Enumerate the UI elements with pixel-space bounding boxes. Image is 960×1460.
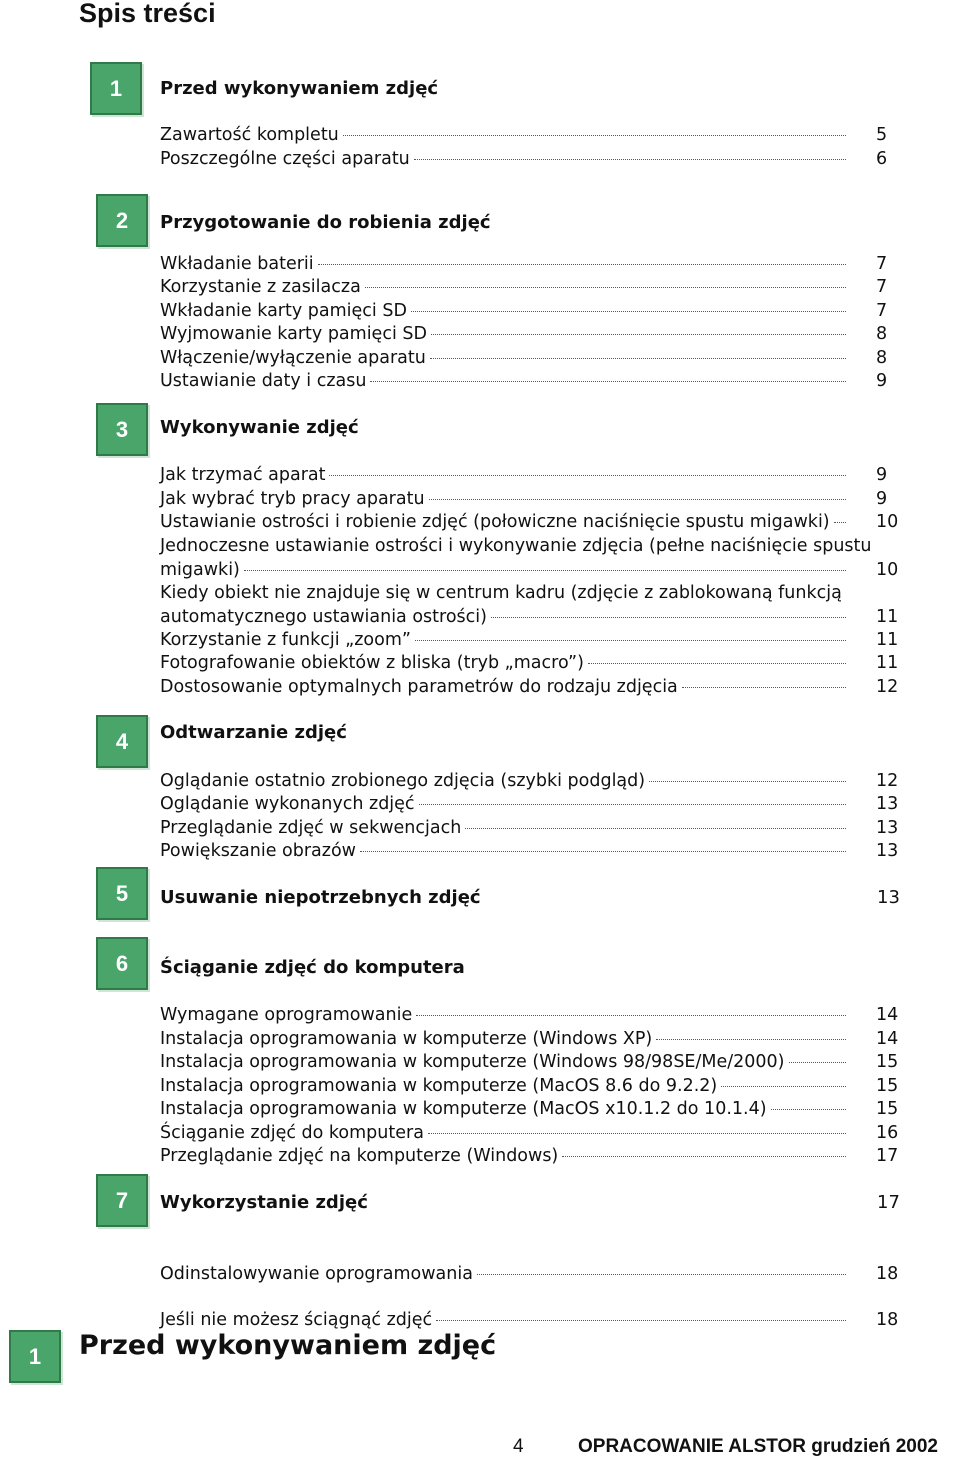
toc-entry-page: 9 [876,371,888,391]
toc-entry[interactable] [160,511,900,535]
toc-entry[interactable] [160,1263,900,1287]
section-title[interactable]: Wykonywanie zdjęć [160,417,359,438]
toc-entry-page: 18 [876,1310,899,1330]
toc-entry[interactable] [160,1098,900,1122]
toc-entry[interactable] [160,464,900,488]
toc-entry-label: Instalacja oprogramowania w komputerze (MacOS x10.1.2 do 10.1.4) [160,1099,767,1119]
toc-entry[interactable] [160,1122,900,1146]
toc-entry-page: 11 [876,630,899,650]
leader-dots [429,499,846,500]
toc-entry-page: 7 [876,277,888,297]
toc-entry-page: 10 [876,559,899,580]
toc-entry-label: Wkładanie karty pamięci SD [160,301,407,321]
toc-entry[interactable] [160,1028,900,1052]
toc-entry-page: 15 [876,1099,899,1119]
footer-page-number: 4 [513,1436,524,1457]
toc-entry-label: Instalacja oprogramowania w komputerze (MacOS 8.6 do 9.2.2) [160,1076,718,1096]
leader-dots [411,311,846,312]
leader-dots [370,381,846,382]
toc-entry-label: Wkładanie baterii [160,254,314,274]
leader-dots [419,804,846,805]
section-title[interactable]: Usuwanie niepotrzebnych zdjęć [160,887,481,908]
toc-entry[interactable] [160,253,900,277]
toc-entry[interactable] [160,1004,900,1028]
leader-dots [721,1086,846,1087]
toc-entry[interactable] [160,300,900,324]
toc-entry[interactable] [160,629,900,653]
toc-entry[interactable] [160,124,900,148]
section-page-number: 13 [877,887,900,908]
toc-entry[interactable] [160,840,900,864]
toc-entry-label: migawki) [160,559,240,580]
toc-entry-label: automatycznego ustawiania ostrości) [160,606,487,627]
toc-entry[interactable] [160,652,900,676]
toc-entry-page: 12 [876,677,899,697]
toc-entry-label: Oglądanie ostatnio zrobionego zdjęcia (szybki podgląd) [160,771,646,791]
toc-entry[interactable] [160,535,900,582]
toc-entry[interactable] [160,582,900,629]
leader-dots [360,851,846,852]
toc-entry-label: Oglądanie wykonanych zdjęć [160,794,415,814]
footer-publisher: OPRACOWANIE ALSTOR grudzień 2002 [578,1436,938,1457]
leader-dots [562,1156,846,1157]
toc-entry-page: 9 [876,465,888,485]
leader-dots [416,1015,846,1016]
section-number-badge: 6 [96,937,148,990]
toc-entry-label: Odinstalowywanie oprogramowania [160,1264,473,1284]
section-title[interactable]: Przed wykonywaniem zdjęć [160,78,439,99]
section-number-badge: 5 [96,867,148,920]
toc-entry-page: 8 [876,324,888,344]
toc-entry-page: 15 [876,1076,899,1096]
toc-entry[interactable] [160,1075,900,1099]
toc-entry-page: 12 [876,771,899,791]
toc-entry-label: Zawartość kompletu [160,125,339,145]
toc-entry[interactable] [160,1145,900,1169]
toc-entry-page: 13 [876,818,899,838]
section-number-badge: 7 [96,1174,148,1227]
toc-entry-label: Ustawianie ostrości i robienie zdjęć (połowiczne naciśnięcie spustu migawki) [160,512,830,532]
toc-entry-page: 13 [876,794,899,814]
toc-entry-page: 17 [876,1146,899,1166]
toc-entry-page: 18 [876,1264,899,1284]
leader-dots [431,334,846,335]
leader-dots [656,1039,846,1040]
toc-entry-label: Ściąganie zdjęć do komputera [160,1123,424,1143]
leader-dots [789,1062,846,1063]
leader-dots [365,287,846,288]
leader-dots [430,358,846,359]
leader-dots [649,781,846,782]
toc-entry-label: Poszczególne części aparatu [160,149,410,169]
leader-dots [414,159,846,160]
toc-entry-page: 11 [876,653,899,673]
section-title[interactable]: Ściąganie zdjęć do komputera [160,957,465,978]
toc-entry-page: 13 [876,841,899,861]
leader-dots [465,828,846,829]
toc-entry[interactable] [160,323,900,347]
toc-entry[interactable] [160,676,900,700]
toc-entry-label: Przeglądanie zdjęć w sekwencjach [160,818,462,838]
toc-entry-label: Korzystanie z zasilacza [160,277,361,297]
leader-dots [588,663,846,664]
toc-entry-label: Instalacja oprogramowania w komputerze (Windows 98/98SE/Me/2000) [160,1052,785,1072]
toc-entry-label: Korzystanie z funkcji „zoom” [160,630,411,650]
toc-entry-label: Ustawianie daty i czasu [160,371,367,391]
toc-entry-page: 14 [876,1029,899,1049]
toc-entry-label: Wymagane oprogramowanie [160,1005,413,1025]
leader-dots [477,1274,846,1275]
toc-entry-label: Instalacja oprogramowania w komputerze (Windows XP) [160,1029,653,1049]
toc-entry[interactable] [160,148,900,172]
section-number-badge: 4 [96,715,148,768]
toc-entry-page: 7 [876,254,888,274]
section-title[interactable]: Odtwarzanie zdjęć [160,722,347,743]
chapter-heading: Przed wykonywaniem zdjęć [79,1330,497,1361]
section-number-badge: 1 [90,62,142,115]
toc-entry-page: 5 [876,125,888,145]
leader-dots [491,617,846,618]
leader-dots [682,687,846,688]
toc-entry[interactable] [160,347,900,371]
toc-entry-page: 7 [876,301,888,321]
chapter-number-badge: 1 [9,1330,61,1383]
toc-entry-label: Jeśli nie możesz ściągnąć zdjęć [160,1310,433,1330]
toc-entry-page: 16 [876,1123,899,1143]
section-number-badge: 3 [96,403,148,456]
toc-entry-label: Przeglądanie zdjęć na komputerze (Windows) [160,1146,559,1166]
toc-entry-page: 14 [876,1005,899,1025]
page-title: Spis treści [79,0,216,28]
leader-dots [318,264,846,265]
toc-entry[interactable] [160,370,900,394]
toc-entry[interactable] [160,1309,900,1333]
toc-entry[interactable] [160,488,900,512]
leader-dots [436,1320,846,1321]
section-title[interactable]: Przygotowanie do robienia zdjęć [160,212,491,233]
section-number-badge: 2 [96,194,148,247]
toc-entry-page: 15 [876,1052,899,1072]
toc-entry[interactable] [160,1051,900,1075]
toc-entry[interactable] [160,770,900,794]
leader-dots [415,640,846,641]
toc-entry-label: Jak wybrać tryb pracy aparatu [160,489,425,509]
toc-entry-page: 9 [876,489,888,509]
toc-entry-label: Fotografowanie obiektów z bliska (tryb „macro”) [160,653,584,673]
leader-dots [771,1109,846,1110]
toc-entry-label-line1: Kiedy obiekt nie znajduje się w centrum kadru (zdjęcie z zablokowaną funkcją [160,583,842,603]
toc-entry-label: Dostosowanie optymalnych parametrów do rodzaju zdjęcia [160,677,678,697]
toc-entry-label: Włączenie/wyłączenie aparatu [160,348,426,368]
toc-entry[interactable] [160,817,900,841]
leader-dots [329,475,846,476]
toc-entry-label: Jak trzymać aparat [160,465,326,485]
section-title[interactable]: Wykorzystanie zdjęć [160,1192,368,1213]
toc-entry[interactable] [160,276,900,300]
section-page-number: 17 [877,1192,900,1213]
toc-entry-label: Wyjmowanie karty pamięci SD [160,324,427,344]
toc-entry[interactable] [160,793,900,817]
toc-entry-label-line1: Jednoczesne ustawianie ostrości i wykonywanie zdjęcia (pełne naciśnięcie spustu [160,536,872,556]
toc-entry-label: Powiększanie obrazów [160,841,356,861]
leader-dots [244,570,846,571]
leader-dots [343,135,846,136]
toc-entry-page: 8 [876,348,888,368]
leader-dots [834,522,846,523]
leader-dots [428,1133,846,1134]
toc-entry-page: 11 [876,606,899,627]
toc-entry-page: 6 [876,149,888,169]
toc-entry-page: 10 [876,512,899,532]
